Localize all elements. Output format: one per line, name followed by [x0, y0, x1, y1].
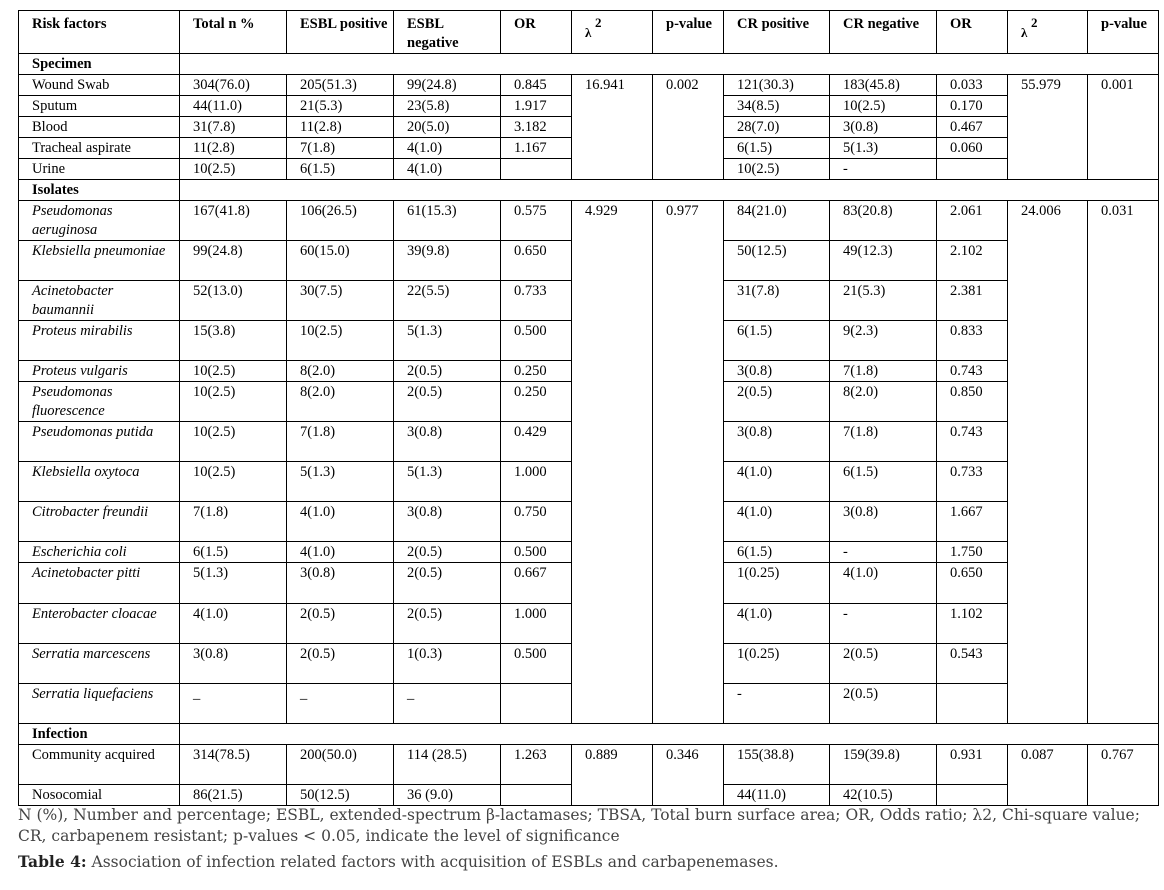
- section-title: Infection: [19, 724, 180, 745]
- total-cell: 10(2.5): [180, 462, 287, 502]
- or-esbl-cell: [501, 159, 572, 180]
- cr-negative-cell: -: [830, 159, 937, 180]
- risk-factor-cell: Escherichia coli: [19, 542, 180, 563]
- or-esbl-cell: 0.667: [501, 563, 572, 604]
- chi-esbl-cell: 4.929: [572, 201, 653, 724]
- esbl-negative-cell: 2(0.5): [394, 382, 501, 422]
- header-p-cr: p-value: [1088, 11, 1159, 54]
- section-row: [19, 54, 1159, 75]
- table-body: [19, 54, 1159, 806]
- cr-negative-cell: 183(45.8): [830, 75, 937, 96]
- or-cr-cell: [937, 684, 1008, 724]
- esbl-negative-cell: 4(1.0): [394, 159, 501, 180]
- esbl-positive-cell: 30(7.5): [287, 281, 394, 321]
- esbl-positive-cell: 200(50.0): [287, 745, 394, 785]
- caption-label: Table 4:: [18, 852, 87, 871]
- cr-positive-cell: 28(7.0): [724, 117, 830, 138]
- total-cell: 11(2.8): [180, 138, 287, 159]
- or-cr-cell: 0.543: [937, 644, 1008, 684]
- esbl-positive-cell: 2(0.5): [287, 604, 394, 644]
- esbl-positive-cell: 5(1.3): [287, 462, 394, 502]
- cr-positive-cell: 10(2.5): [724, 159, 830, 180]
- cr-negative-cell: 83(20.8): [830, 201, 937, 241]
- risk-factor-cell: Tracheal aspirate: [19, 138, 180, 159]
- esbl-negative-cell: 2(0.5): [394, 361, 501, 382]
- total-cell: 31(7.8): [180, 117, 287, 138]
- esbl-positive-cell: 10(2.5): [287, 321, 394, 361]
- cr-negative-cell: 21(5.3): [830, 281, 937, 321]
- or-cr-cell: 0.833: [937, 321, 1008, 361]
- header-esbl-negative: ESBL negative: [394, 11, 501, 54]
- header-or-esbl: OR: [501, 11, 572, 54]
- or-esbl-cell: 1.917: [501, 96, 572, 117]
- esbl-positive-cell: 4(1.0): [287, 542, 394, 563]
- or-esbl-cell: 0.500: [501, 542, 572, 563]
- cr-positive-cell: 31(7.8): [724, 281, 830, 321]
- section-title: Specimen: [19, 54, 180, 75]
- or-cr-cell: 0.733: [937, 462, 1008, 502]
- esbl-negative-cell: 2(0.5): [394, 563, 501, 604]
- or-esbl-cell: 0.650: [501, 241, 572, 281]
- esbl-negative-cell: 39(9.8): [394, 241, 501, 281]
- risk-factor-cell: Sputum: [19, 96, 180, 117]
- total-cell: 99(24.8): [180, 241, 287, 281]
- esbl-positive-cell: 21(5.3): [287, 96, 394, 117]
- total-cell: 5(1.3): [180, 563, 287, 604]
- section-row: [19, 180, 1159, 201]
- or-cr-cell: 2.102: [937, 241, 1008, 281]
- header-esbl-positive: ESBL positive: [287, 11, 394, 54]
- total-cell: 304(76.0): [180, 75, 287, 96]
- section-spacer: [180, 54, 1159, 75]
- risk-factor-cell: Citrobacter freundii: [19, 502, 180, 542]
- total-cell: 6(1.5): [180, 542, 287, 563]
- cr-negative-cell: 4(1.0): [830, 563, 937, 604]
- total-cell: 314(78.5): [180, 745, 287, 785]
- or-cr-cell: 0.743: [937, 361, 1008, 382]
- esbl-negative-cell: 5(1.3): [394, 321, 501, 361]
- esbl-positive-cell: 7(1.8): [287, 422, 394, 462]
- cr-positive-cell: 6(1.5): [724, 542, 830, 563]
- section-title: Isolates: [19, 180, 180, 201]
- cr-negative-cell: 6(1.5): [830, 462, 937, 502]
- risk-factor-cell: Klebsiella pneumoniae: [19, 241, 180, 281]
- table-footnote: N (%), Number and percentage; ESBL, extended-spectrum β-lactamases; TBSA, Total burn surface area; OR, Odds ratio; λ2, Chi-square value; CR, carbapenem resistant; p-values < 0.05, indicate the level of significance: [18, 806, 1140, 845]
- risk-factor-cell: Proteus mirabilis: [19, 321, 180, 361]
- cr-positive-cell: 50(12.5): [724, 241, 830, 281]
- risk-factor-cell: Proteus vulgaris: [19, 361, 180, 382]
- total-cell: _: [180, 684, 287, 724]
- cr-negative-cell: 7(1.8): [830, 361, 937, 382]
- or-esbl-cell: 0.845: [501, 75, 572, 96]
- risk-factor-cell: Acinetobacter baumannii: [19, 281, 180, 321]
- section-spacer: [180, 180, 1159, 201]
- risk-factor-cell: Wound Swab: [19, 75, 180, 96]
- cr-positive-cell: 84(21.0): [724, 201, 830, 241]
- esbl-positive-cell: 8(2.0): [287, 361, 394, 382]
- or-cr-cell: 1.102: [937, 604, 1008, 644]
- risk-factor-cell: Nosocomial: [19, 785, 180, 806]
- risk-factor-cell: Klebsiella oxytoca: [19, 462, 180, 502]
- or-cr-cell: 2.381: [937, 281, 1008, 321]
- cr-positive-cell: 44(11.0): [724, 785, 830, 806]
- table-row: [19, 745, 1159, 785]
- cr-negative-cell: 159(39.8): [830, 745, 937, 785]
- risk-factor-cell: Pseudomonas putida: [19, 422, 180, 462]
- risk-factor-cell: Pseudomonas fluorescence: [19, 382, 180, 422]
- esbl-positive-cell: _: [287, 684, 394, 724]
- p-esbl-cell: 0.977: [653, 201, 724, 724]
- or-cr-cell: 0.650: [937, 563, 1008, 604]
- esbl-negative-cell: 20(5.0): [394, 117, 501, 138]
- section-spacer: [180, 724, 1159, 745]
- esbl-positive-cell: 106(26.5): [287, 201, 394, 241]
- risk-factor-cell: Acinetobacter pitti: [19, 563, 180, 604]
- esbl-negative-cell: 1(0.3): [394, 644, 501, 684]
- cr-positive-cell: 6(1.5): [724, 138, 830, 159]
- p-esbl-cell: 0.346: [653, 745, 724, 806]
- total-cell: 10(2.5): [180, 361, 287, 382]
- header-cr-positive: CR positive: [724, 11, 830, 54]
- table-caption: [18, 851, 1158, 873]
- esbl-positive-cell: 60(15.0): [287, 241, 394, 281]
- risk-factor-cell: Pseudomonas aeruginosa: [19, 201, 180, 241]
- cr-positive-cell: 6(1.5): [724, 321, 830, 361]
- esbl-negative-cell: 3(0.8): [394, 502, 501, 542]
- esbl-positive-cell: 11(2.8): [287, 117, 394, 138]
- total-cell: 10(2.5): [180, 159, 287, 180]
- total-cell: 52(13.0): [180, 281, 287, 321]
- cr-positive-cell: 4(1.0): [724, 462, 830, 502]
- esbl-negative-cell: 4(1.0): [394, 138, 501, 159]
- risk-factor-cell: Serratia marcescens: [19, 644, 180, 684]
- esbl-negative-cell: 36 (9.0): [394, 785, 501, 806]
- association-table: [18, 10, 1159, 806]
- cr-positive-cell: 4(1.0): [724, 604, 830, 644]
- esbl-negative-cell: 23(5.8): [394, 96, 501, 117]
- chi-cr-cell: 24.006: [1008, 201, 1088, 724]
- or-cr-cell: 1.667: [937, 502, 1008, 542]
- esbl-positive-cell: 4(1.0): [287, 502, 394, 542]
- header-row: [19, 11, 1159, 54]
- or-cr-cell: [937, 159, 1008, 180]
- cr-negative-cell: 5(1.3): [830, 138, 937, 159]
- cr-negative-cell: 3(0.8): [830, 502, 937, 542]
- chi-cr-cell: 0.087: [1008, 745, 1088, 806]
- esbl-positive-cell: 205(51.3): [287, 75, 394, 96]
- chi-esbl-cell: 0.889: [572, 745, 653, 806]
- cr-negative-cell: -: [830, 604, 937, 644]
- cr-positive-cell: 1(0.25): [724, 563, 830, 604]
- cr-negative-cell: 3(0.8): [830, 117, 937, 138]
- or-cr-cell: 0.060: [937, 138, 1008, 159]
- lambda-symbol: λ: [585, 25, 592, 40]
- esbl-positive-cell: 3(0.8): [287, 563, 394, 604]
- cr-positive-cell: 155(38.8): [724, 745, 830, 785]
- risk-factor-cell: Community acquired: [19, 745, 180, 785]
- header-total: Total n %: [180, 11, 287, 54]
- esbl-negative-cell: 114 (28.5): [394, 745, 501, 785]
- or-cr-cell: 0.033: [937, 75, 1008, 96]
- cr-positive-cell: 3(0.8): [724, 361, 830, 382]
- total-cell: 167(41.8): [180, 201, 287, 241]
- chi-square-superscript: 2: [1031, 15, 1038, 30]
- or-esbl-cell: [501, 684, 572, 724]
- cr-negative-cell: 10(2.5): [830, 96, 937, 117]
- cr-positive-cell: 3(0.8): [724, 422, 830, 462]
- cr-negative-cell: 2(0.5): [830, 644, 937, 684]
- risk-factor-cell: Serratia liquefaciens: [19, 684, 180, 724]
- total-cell: 3(0.8): [180, 644, 287, 684]
- cr-positive-cell: 4(1.0): [724, 502, 830, 542]
- risk-factor-cell: Enterobacter cloacae: [19, 604, 180, 644]
- caption-text: Association of infection related factors with acquisition of ESBLs and carbapenemases.: [86, 853, 779, 871]
- or-cr-cell: 0.467: [937, 117, 1008, 138]
- or-esbl-cell: 0.500: [501, 321, 572, 361]
- header-p-esbl: p-value: [653, 11, 724, 54]
- or-cr-cell: 1.750: [937, 542, 1008, 563]
- esbl-negative-cell: 3(0.8): [394, 422, 501, 462]
- esbl-negative-cell: 22(5.5): [394, 281, 501, 321]
- header-chi-esbl: [572, 11, 653, 54]
- p-cr-cell: 0.001: [1088, 75, 1159, 180]
- chi-cr-cell: 55.979: [1008, 75, 1088, 180]
- cr-negative-cell: 42(10.5): [830, 785, 937, 806]
- or-esbl-cell: 1.167: [501, 138, 572, 159]
- header-cr-negative: CR negative: [830, 11, 937, 54]
- esbl-negative-cell: 2(0.5): [394, 542, 501, 563]
- or-esbl-cell: 0.429: [501, 422, 572, 462]
- or-cr-cell: 2.061: [937, 201, 1008, 241]
- or-esbl-cell: 1.000: [501, 462, 572, 502]
- cr-positive-cell: 1(0.25): [724, 644, 830, 684]
- or-esbl-cell: 1.263: [501, 745, 572, 785]
- cr-negative-cell: 9(2.3): [830, 321, 937, 361]
- risk-factor-cell: Blood: [19, 117, 180, 138]
- total-cell: 10(2.5): [180, 382, 287, 422]
- esbl-positive-cell: 7(1.8): [287, 138, 394, 159]
- or-cr-cell: 0.170: [937, 96, 1008, 117]
- or-cr-cell: 0.931: [937, 745, 1008, 785]
- or-cr-cell: 0.743: [937, 422, 1008, 462]
- or-esbl-cell: 0.500: [501, 644, 572, 684]
- table-row: [19, 75, 1159, 96]
- or-esbl-cell: 0.750: [501, 502, 572, 542]
- esbl-negative-cell: 2(0.5): [394, 604, 501, 644]
- cr-positive-cell: 2(0.5): [724, 382, 830, 422]
- cr-negative-cell: 49(12.3): [830, 241, 937, 281]
- cr-positive-cell: 34(8.5): [724, 96, 830, 117]
- esbl-positive-cell: 6(1.5): [287, 159, 394, 180]
- total-cell: 44(11.0): [180, 96, 287, 117]
- cr-negative-cell: 8(2.0): [830, 382, 937, 422]
- header-or-cr: OR: [937, 11, 1008, 54]
- esbl-positive-cell: 50(12.5): [287, 785, 394, 806]
- total-cell: 10(2.5): [180, 422, 287, 462]
- esbl-positive-cell: 8(2.0): [287, 382, 394, 422]
- header-risk-factors: Risk factors: [19, 11, 180, 54]
- section-row: [19, 724, 1159, 745]
- header-chi-cr: [1008, 11, 1088, 54]
- or-esbl-cell: 0.575: [501, 201, 572, 241]
- chi-esbl-cell: 16.941: [572, 75, 653, 180]
- or-cr-cell: 0.850: [937, 382, 1008, 422]
- chi-square-superscript: 2: [595, 15, 602, 30]
- cr-negative-cell: -: [830, 542, 937, 563]
- or-esbl-cell: 0.733: [501, 281, 572, 321]
- p-esbl-cell: 0.002: [653, 75, 724, 180]
- cr-negative-cell: 2(0.5): [830, 684, 937, 724]
- or-cr-cell: [937, 785, 1008, 806]
- or-esbl-cell: 0.250: [501, 361, 572, 382]
- esbl-negative-cell: 5(1.3): [394, 462, 501, 502]
- cr-positive-cell: -: [724, 684, 830, 724]
- esbl-negative-cell: 61(15.3): [394, 201, 501, 241]
- cr-positive-cell: 121(30.3): [724, 75, 830, 96]
- esbl-positive-cell: 2(0.5): [287, 644, 394, 684]
- p-cr-cell: 0.767: [1088, 745, 1159, 806]
- esbl-negative-cell: _: [394, 684, 501, 724]
- p-cr-cell: 0.031: [1088, 201, 1159, 724]
- or-esbl-cell: 1.000: [501, 604, 572, 644]
- total-cell: 4(1.0): [180, 604, 287, 644]
- or-esbl-cell: 3.182: [501, 117, 572, 138]
- lambda-symbol: λ: [1021, 25, 1028, 40]
- table-row: [19, 201, 1159, 241]
- total-cell: 7(1.8): [180, 502, 287, 542]
- or-esbl-cell: 0.250: [501, 382, 572, 422]
- total-cell: 15(3.8): [180, 321, 287, 361]
- cr-negative-cell: 7(1.8): [830, 422, 937, 462]
- or-esbl-cell: [501, 785, 572, 806]
- total-cell: 86(21.5): [180, 785, 287, 806]
- esbl-negative-cell: 99(24.8): [394, 75, 501, 96]
- risk-factor-cell: Urine: [19, 159, 180, 180]
